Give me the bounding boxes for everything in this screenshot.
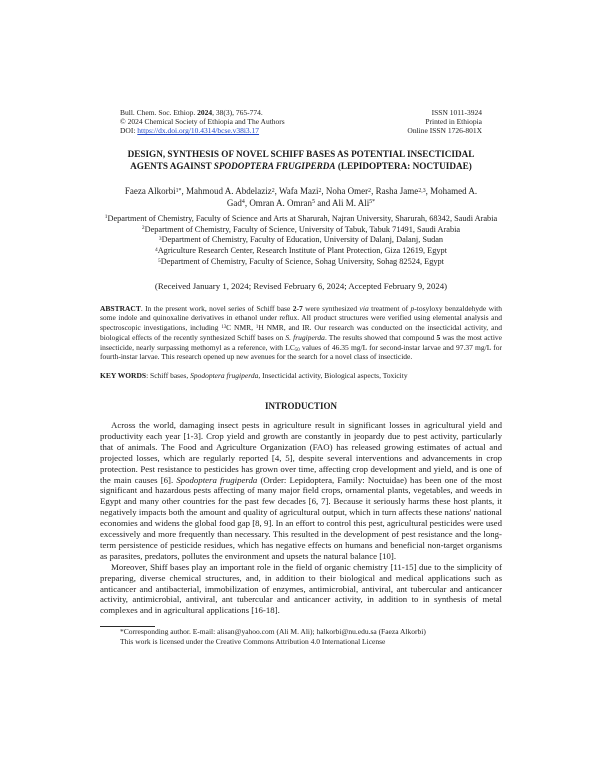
affiliation-line-3: $^3$Department of Chemistry, Faculty of Education, University of Dalanj, Dalanj, Sudan	[158, 235, 444, 245]
paper-title-line2: AGENTS AGAINST SPODOPTERA FRUGIPERDA (LEPIDOPTERA: NOCTUIDAE)	[130, 161, 472, 172]
authors-line: Faeza Alkorbi$^{1*}$, Mahmoud A. Abdelaziz$^2$, Wafa Mazi$^2$, Noha Omer$^2$, Rasha Jame$^{2,3}$, Mohamed A. Gad$^4$, Omran A. Omran$^5$ and Ali M. Ali$^{5*}$	[124, 186, 478, 208]
received-line: (Received January 1, 2024; Revised February 6, 2024; Accepted February 9, 2024)	[154, 280, 448, 291]
doi-link[interactable]: https://dx.doi.org/10.4314/bcse.v38i3.17	[137, 126, 260, 136]
doi-label: DOI:	[120, 126, 138, 136]
affiliation-line-4: $^4$Agriculture Research Center, Research Institute of Plant Protection, Giza 12619, Egypt	[155, 246, 447, 256]
intro-paragraph-1: Across the world, damaging insect pests in agriculture result in significant losses in agricultural yield and productivity each year [1-3]. Crop yield and growth are constantly in jeopardy due to pest activity, particularly that of animals. The Food and Agriculture Organization (FAO) has released growing estimates of actual and projected losses, which are regularly reported [4, 5], despite several interventions and advancements in crop protection. Pest resistance to pesticides has grown over time, affecting crop development and yield, and is one of the main causes [6]. Spodoptera frugiperda (Order: Lepidoptera, Family: Noctuidae) has been one of the most significant and hazardous pests affecting of many major field crops, ornamental plants, vegetables, and weeds in Egypt and many other countries for the past few decades [6, 7]. Because it seriously harms these host plants, it negatively impacts both the amount and quality of agricultural output, which in turn affects these nations' national economies and widens the global food gap [8, 9]. In an effort to control this pest, agricultural pesticides were used excessively and more frequently than necessary. This resulted in the development of pest resistance and the long-term persistence of pesticide residues, which has negative effects on humans and beneficial non-target organisms as parasites, predators, pollutes the environment and upsets the natural balance [10].	[100, 419, 502, 561]
intro-paragraph-2: Moreover, Shiff bases play an important role in the field of organic chemistry [11-15] due to the simplicity of preparing, diverse chemical structures, and, in addition to their biological and medical applications such as anticancer and antibacterial, immobilization of enzymes, antimicrobial, antiviral, ant tubercular and anticancer activity, antimicrobial, antiviral, ant tubercular and anticancer activity, in addition to in synthesis of metal complexes and in agricultural applications [16-18].	[100, 561, 502, 616]
journal-header-left	[120, 108, 285, 135]
printed-in-line: Printed in Ethiopia	[425, 117, 482, 127]
affiliation-line-1: $^1$Department of Chemistry, Faculty of Science and Arts at Sharurah, Najran University, Sharurah, 68342, Saudi Arabia	[104, 213, 498, 223]
keywords-line: KEY WORDS: Schiff bases, Spodoptera frugiperda, Insecticidal activity, Biological aspects, Toxicity	[100, 371, 408, 381]
section-heading-introduction: INTRODUCTION	[264, 400, 337, 411]
journal-citation: Bull. Chem. Soc. Ethiop. 2024, 38(3), 765-774.	[120, 108, 263, 117]
affiliations-block	[100, 214, 502, 268]
journal-header-right	[407, 108, 482, 135]
affiliation-line-2: $^2$Department of Chemistry, Faculty of Science, University of Tabuk, Tabuk 71491, Saudi Arabia	[141, 224, 461, 234]
paper-title-line1: DESIGN, SYNTHESIS OF NOVEL SCHIFF BASES AS POTENTIAL INSECTICIDAL	[127, 149, 475, 160]
footnote-correspondence: *Corresponding author. E-mail: alisan@yahoo.com (Ali M. Ali); halkorbi@nu.edu.sa (Faeza Alkorbi)	[120, 627, 426, 637]
copyright-line: © 2024 Chemical Society of Ethiopia and The Authors	[120, 117, 285, 127]
doi-line	[120, 126, 285, 135]
issn-line: ISSN 1011-3924	[431, 108, 482, 117]
online-issn-line: Online ISSN 1726-801X	[407, 126, 482, 136]
affiliation-line-5: $^5$Department of Chemistry, Faculty of Science, Sohag University, Sohag 82524, Egypt	[158, 256, 444, 266]
abstract-paragraph: ABSTRACT. In the present work, novel series of Schiff base 2-7 were synthesized via treatment of p-tosyloxy benzaldehyde with some indole and quinoxaline derivatives in ethanol under reflux. All product structures were verified using elemental analysis and spectroscopic investigations, including $^{13}$C NMR, $^1$H NMR, and IR. Our research was conducted on the insecticidal activity, and biological effects of the recently synthesized Schiff bases on S. frugiperda. The results showed that compound 5 was the most active insecticide, nearly surpassing methomyl as a reference, with $LC_{50}$ values of 46.35 mg/L for second-instar larvae and 97.37 mg/L for fourth-instar larvae. This research opened up new avenues for the search for a novel class of insecticide.	[100, 303, 503, 362]
footnote-license: This work is licensed under the Creative Commons Attribution 4.0 International License	[120, 637, 386, 647]
journal-header	[120, 108, 482, 135]
paper-title	[100, 149, 502, 173]
